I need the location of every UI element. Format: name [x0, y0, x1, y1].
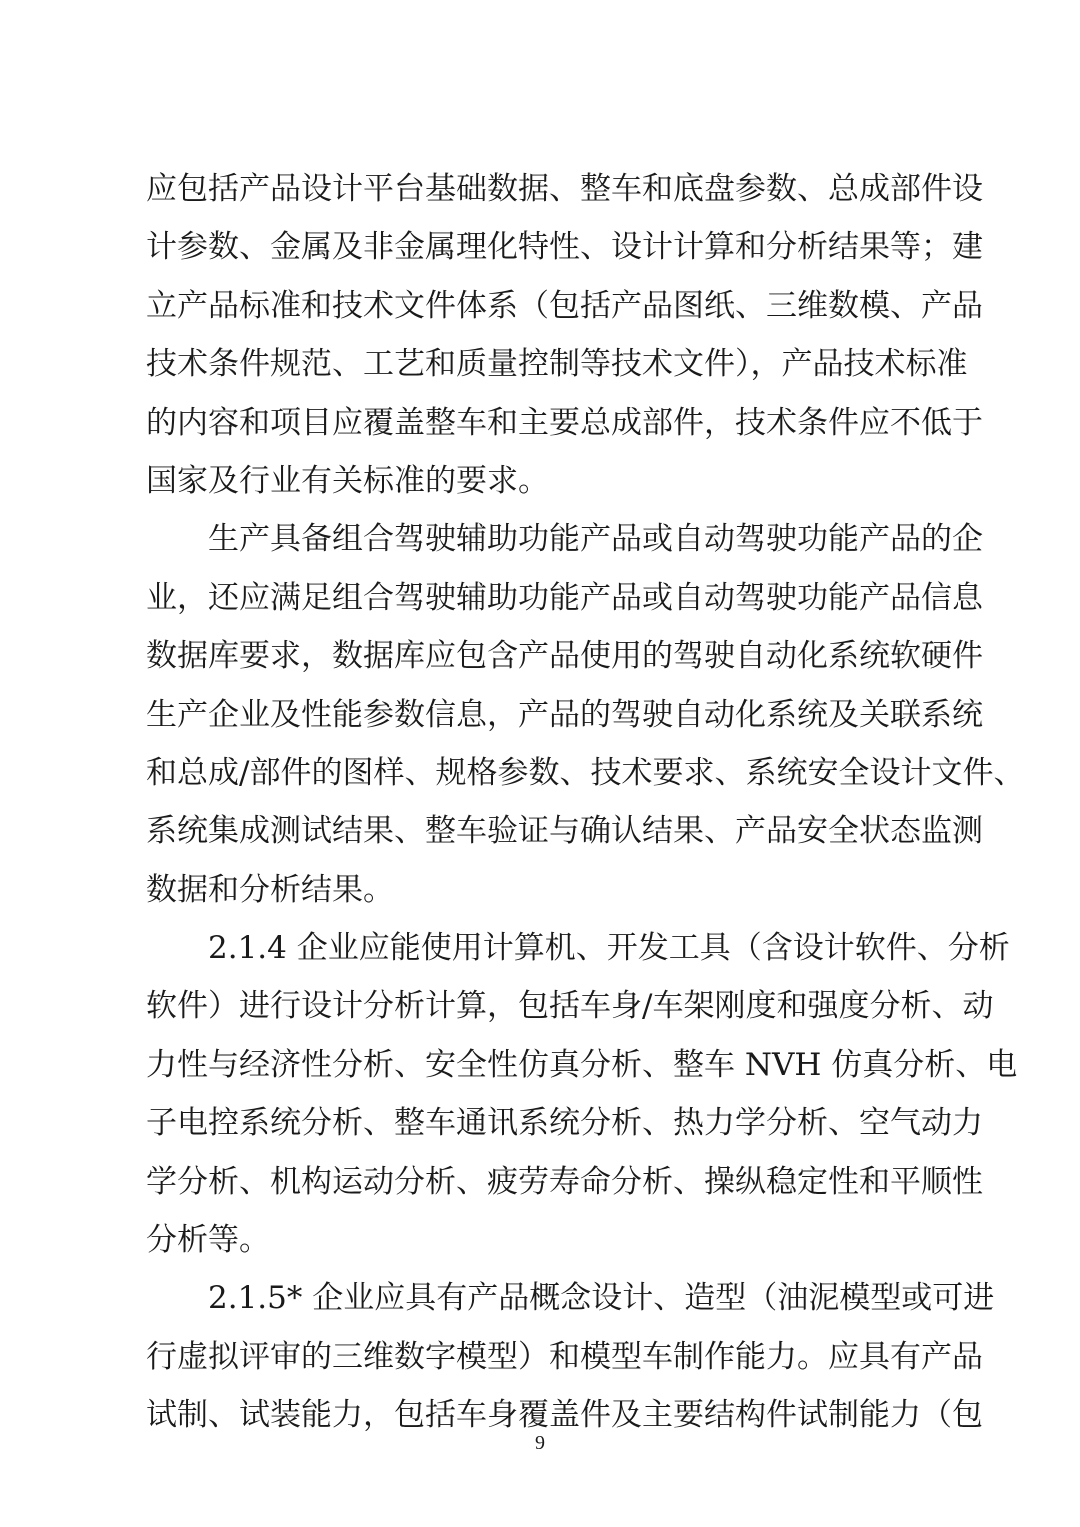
text-line: 力性与经济性分析、安全性仿真分析、整车 NVH 仿真分析、电 — [146, 1046, 1018, 1083]
text-line: 软件）进行设计分析计算，包括车身/车架刚度和强度分析、动 — [146, 988, 994, 1025]
text-line: 国家及行业有关标准的要求。 — [146, 462, 549, 499]
text-line: 的内容和项目应覆盖整车和主要总成部件，技术条件应不低于 — [146, 404, 983, 441]
text-line: 立产品标准和技术文件体系（包括产品图纸、三维数模、产品 — [146, 287, 983, 324]
text-line: 系统集成测试结果、整车验证与确认结果、产品安全状态监测 — [146, 813, 983, 850]
text-line: 计参数、金属及非金属理化特性、设计计算和分析结果等；建 — [146, 229, 983, 266]
body-text — [146, 160, 1025, 1445]
text-line: 生产企业及性能参数信息，产品的驾驶自动化系统及关联系统 — [146, 696, 983, 733]
text-line: 生产具备组合驾驶辅助功能产品或自动驾驶功能产品的企 — [208, 521, 983, 558]
text-line: 学分析、机构运动分析、疲劳寿命分析、操纵稳定性和平顺性 — [146, 1163, 983, 1200]
text-line: 2.1.4 企业应能使用计算机、开发工具（含设计软件、分析 — [208, 930, 1010, 967]
text-line: 分析等。 — [146, 1222, 270, 1259]
page-number: 9 — [535, 1432, 545, 1454]
text-line: 数据和分析结果。 — [146, 871, 394, 908]
text-line: 子电控系统分析、整车通讯系统分析、热力学分析、空气动力 — [146, 1105, 983, 1142]
text-line: 应包括产品设计平台基础数据、整车和底盘参数、总成部件设 — [146, 171, 983, 207]
text-line: 行虚拟评审的三维数字模型）和模型车制作能力。应具有产品 — [146, 1338, 983, 1375]
text-line: 2.1.5* 企业应具有产品概念设计、造型（油泥模型或可进 — [208, 1280, 995, 1317]
text-line: 数据库要求，数据库应包含产品使用的驾驶自动化系统软硬件 — [146, 638, 983, 675]
text-line: 试制、试装能力，包括车身覆盖件及主要结构件试制能力（包 — [146, 1397, 983, 1434]
text-line: 业，还应满足组合驾驶辅助功能产品或自动驾驶功能产品信息 — [146, 579, 983, 616]
text-line: 技术条件规范、工艺和质量控制等技术文件），产品技术标准 — [146, 346, 968, 383]
text-line: 和总成/部件的图样、规格参数、技术要求、系统安全设计文件、 — [146, 754, 1025, 791]
